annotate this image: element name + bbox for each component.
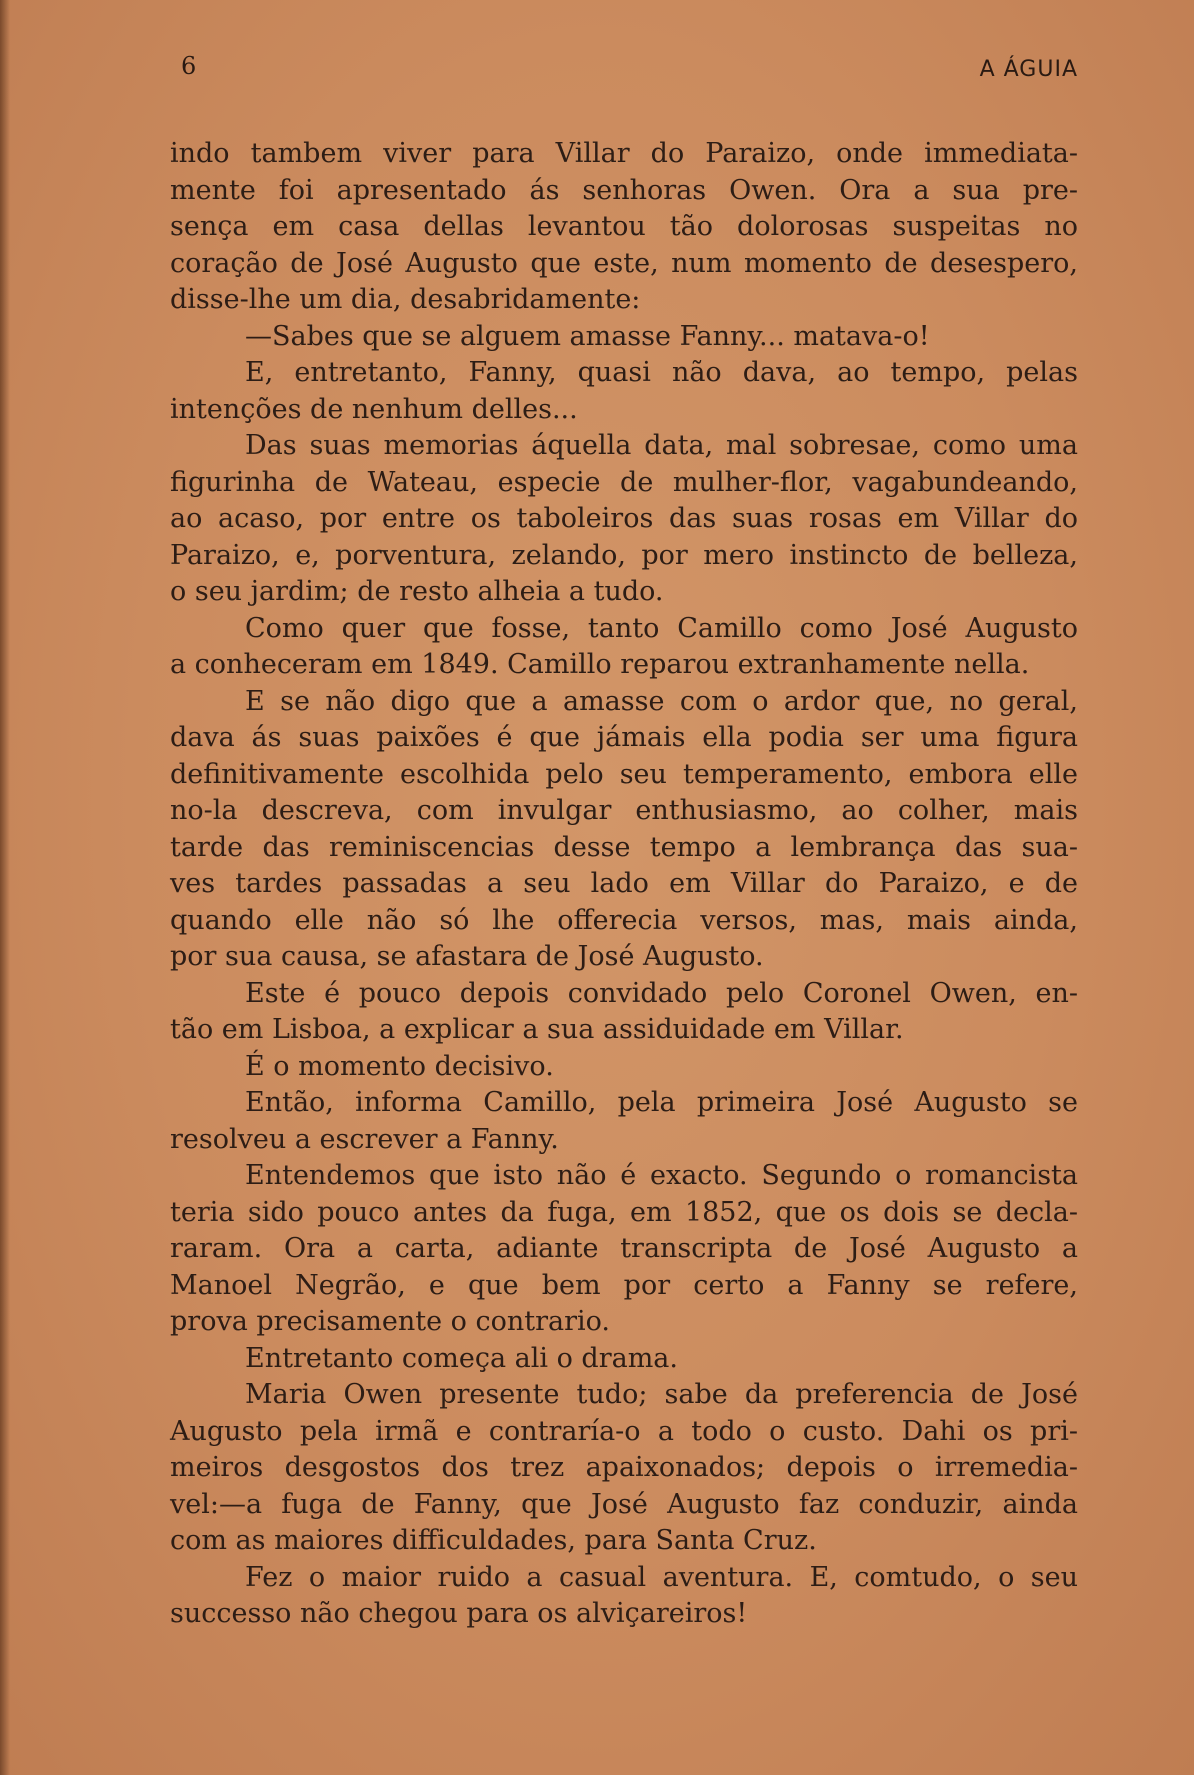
text-line: vel:—a fuga de Fanny, que José Augusto faz conduzir, ainda [170,1488,1078,1520]
page-edge-shadow [0,0,10,1775]
text-line: tarde das reminiscencias desse tempo a lembrança das sua- [170,831,1078,863]
text-line: Maria Owen presente tudo; sabe da preferencia de José [245,1379,1078,1410]
text-line: disse-lhe um dia, desabridamente: [170,284,641,315]
text-line: E se não digo que a amasse com o ardor que, no geral, [245,685,1078,717]
text-line: dava ás suas paixões é que jámais ella podia ser uma figura [170,722,1078,753]
text-line: meiros desgostos dos trez apaixonados; depois o irremedia- [170,1452,1078,1483]
text-line: com as maiores difficuldades, para Santa Cruz. [170,1525,817,1556]
text-line: o seu jardim; de resto alheia a tudo. [170,576,664,607]
text-line: Augusto pela irmã e contraría-o a todo o custo. Dahi os pri- [170,1415,1078,1447]
text-line: Então, informa Camillo, pela primeira José Augusto se [245,1087,1078,1118]
text-line: figurinha de Wateau, especie de mulher-flor, vagabundeando, [170,466,1078,498]
text-line: indo tambem viver para Villar do Paraizo, onde immediata- [170,138,1078,169]
text-line: Como quer que fosse, tanto Camillo como José Augusto [245,612,1078,644]
text-line: teria sido pouco antes da fuga, em 1852, que os dois se decla- [170,1196,1078,1228]
text-line: intenções de nenhum delles... [170,393,578,425]
text-line: tão em Lisboa, a explicar a sua assiduidade em Villar. [170,1014,904,1045]
text-line: quando elle não só lhe offerecia versos, mas, mais ainda, [170,904,1078,936]
text-line: prova precisamente o contrario. [170,1306,611,1337]
text-line: por sua causa, se afastara de José Augusto. [170,941,764,972]
text-line: E, entretanto, Fanny, quasi não dava, ao tempo, pelas [245,357,1078,388]
running-head-title: A ÁGUIA [979,57,1078,82]
text-line: sença em casa dellas levantou tão dolorosas suspeitas no [170,211,1078,242]
body-text [170,136,1078,1633]
text-line: successo não chegou para os alviçareiros! [170,1598,748,1629]
text-line: ao acaso, por entre os taboleiros das suas rosas em Villar do [170,503,1078,534]
text-line: Paraizo, e, porventura, zelando, por mero instincto de belleza, [170,539,1078,571]
text-line: É o momento decisivo. [245,1050,554,1082]
text-line: ves tardes passadas a seu lado em Villar do Paraizo, e de [170,868,1078,899]
text-line: Das suas memorias áquella data, mal sobresae, como uma [245,430,1078,461]
text-line: Fez o maior ruido a casual aventura. E, comtudo, o seu [245,1561,1078,1593]
text-line: definitivamente escolhida pelo seu temperamento, embora elle [170,758,1078,790]
page-number: 6 [181,52,197,80]
text-line: Entretanto começa ali o drama. [245,1342,678,1374]
text-line: Manoel Negrão, e que bem por certo a Fanny se refere, [170,1269,1078,1301]
text-line: Este é pouco depois convidado pelo Coronel Owen, en- [245,977,1078,1009]
text-line: resolveu a escrever a Fanny. [170,1123,559,1155]
text-line: —Sabes que se alguem amasse Fanny... matava-o! [245,320,930,352]
text-line: mente foi apresentado ás senhoras Owen. Ora a sua pre- [170,174,1078,206]
text-line: raram. Ora a carta, adiante transcripta de José Augusto a [170,1233,1078,1264]
text-line: a conheceram em 1849. Camillo reparou extranhamente nella. [170,649,1030,680]
text-line: Entendemos que isto não é exacto. Segundo o romancista [245,1160,1078,1191]
text-line: no-la descreva, com invulgar enthusiasmo, ao colher, mais [170,795,1078,826]
text-line: coração de José Augusto que este, num momento de desespero, [170,247,1078,279]
